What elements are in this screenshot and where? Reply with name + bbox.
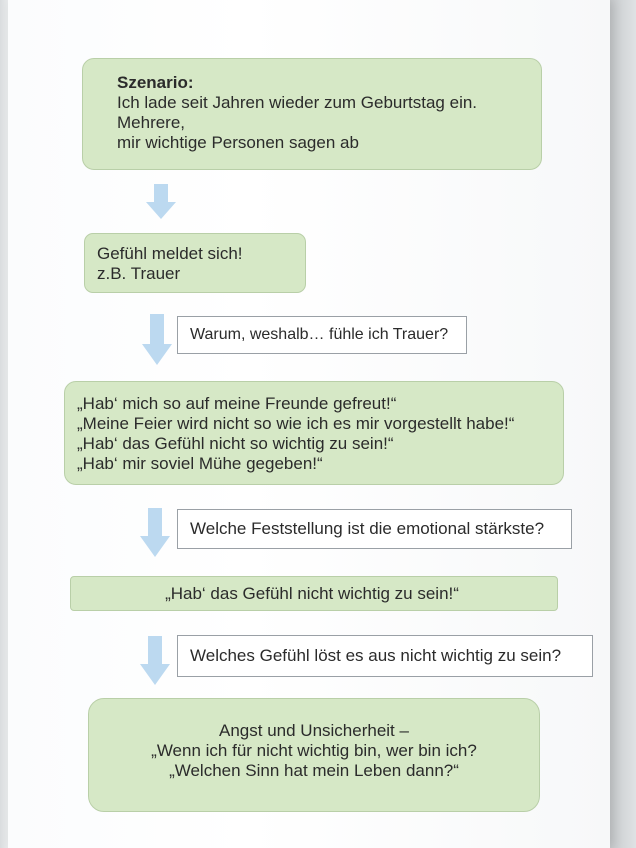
conclusion-box [88, 698, 540, 812]
question-box-3 [177, 635, 593, 677]
question-1-text: Warum, weshalb… fühle ich Trauer? [190, 326, 449, 343]
feeling-box [84, 233, 306, 293]
feeling-line-2: z.B. Trauer [97, 264, 181, 283]
conclusion-line-3: „Welchen Sinn hat mein Leben dann?“ [169, 761, 459, 780]
down-arrow-3 [138, 508, 172, 558]
down-arrow-2 [140, 314, 174, 366]
question-box-2 [177, 509, 572, 549]
statement-4: „Hab‘ mir soviel Mühe gegeben!“ [77, 454, 323, 473]
conclusion-line-1: Angst und Unsicherheit – [219, 721, 409, 740]
statement-3: „Hab‘ das Gefühl nicht so wichtig zu sein!“ [77, 434, 394, 453]
down-arrow-4 [138, 636, 172, 686]
question-2-text: Welche Feststellung ist die emotional stärkste? [190, 519, 545, 538]
scenario-line-3: mir wichtige Personen sagen ab [117, 133, 359, 152]
scenario-title: Szenario: [117, 73, 194, 92]
statement-1: „Hab‘ mich so auf meine Freunde gefreut!“ [77, 394, 397, 413]
feeling-line-1: Gefühl meldet sich! [97, 244, 243, 263]
conclusion-line-2: „Wenn ich für nicht wichtig bin, wer bin ich? [151, 741, 477, 760]
background-right-edge [610, 0, 636, 848]
question-3-text: Welches Gefühl löst es aus nicht wichtig zu sein? [190, 646, 562, 665]
statement-2: „Meine Feier wird nicht so wie ich es mir vorgestellt habe!“ [77, 414, 515, 433]
strongest-statement-box [70, 576, 558, 611]
scenario-line-1: Ich lade seit Jahren wieder zum Geburtstag ein. [117, 93, 478, 112]
scenario-line-2: Mehrere, [117, 113, 186, 132]
strongest-statement-text: „Hab‘ das Gefühl nicht wichtig zu sein!“ [165, 583, 459, 603]
statements-box [64, 381, 564, 485]
scenario-box [82, 58, 542, 170]
down-arrow-1 [144, 184, 178, 220]
question-box-1 [177, 316, 467, 354]
